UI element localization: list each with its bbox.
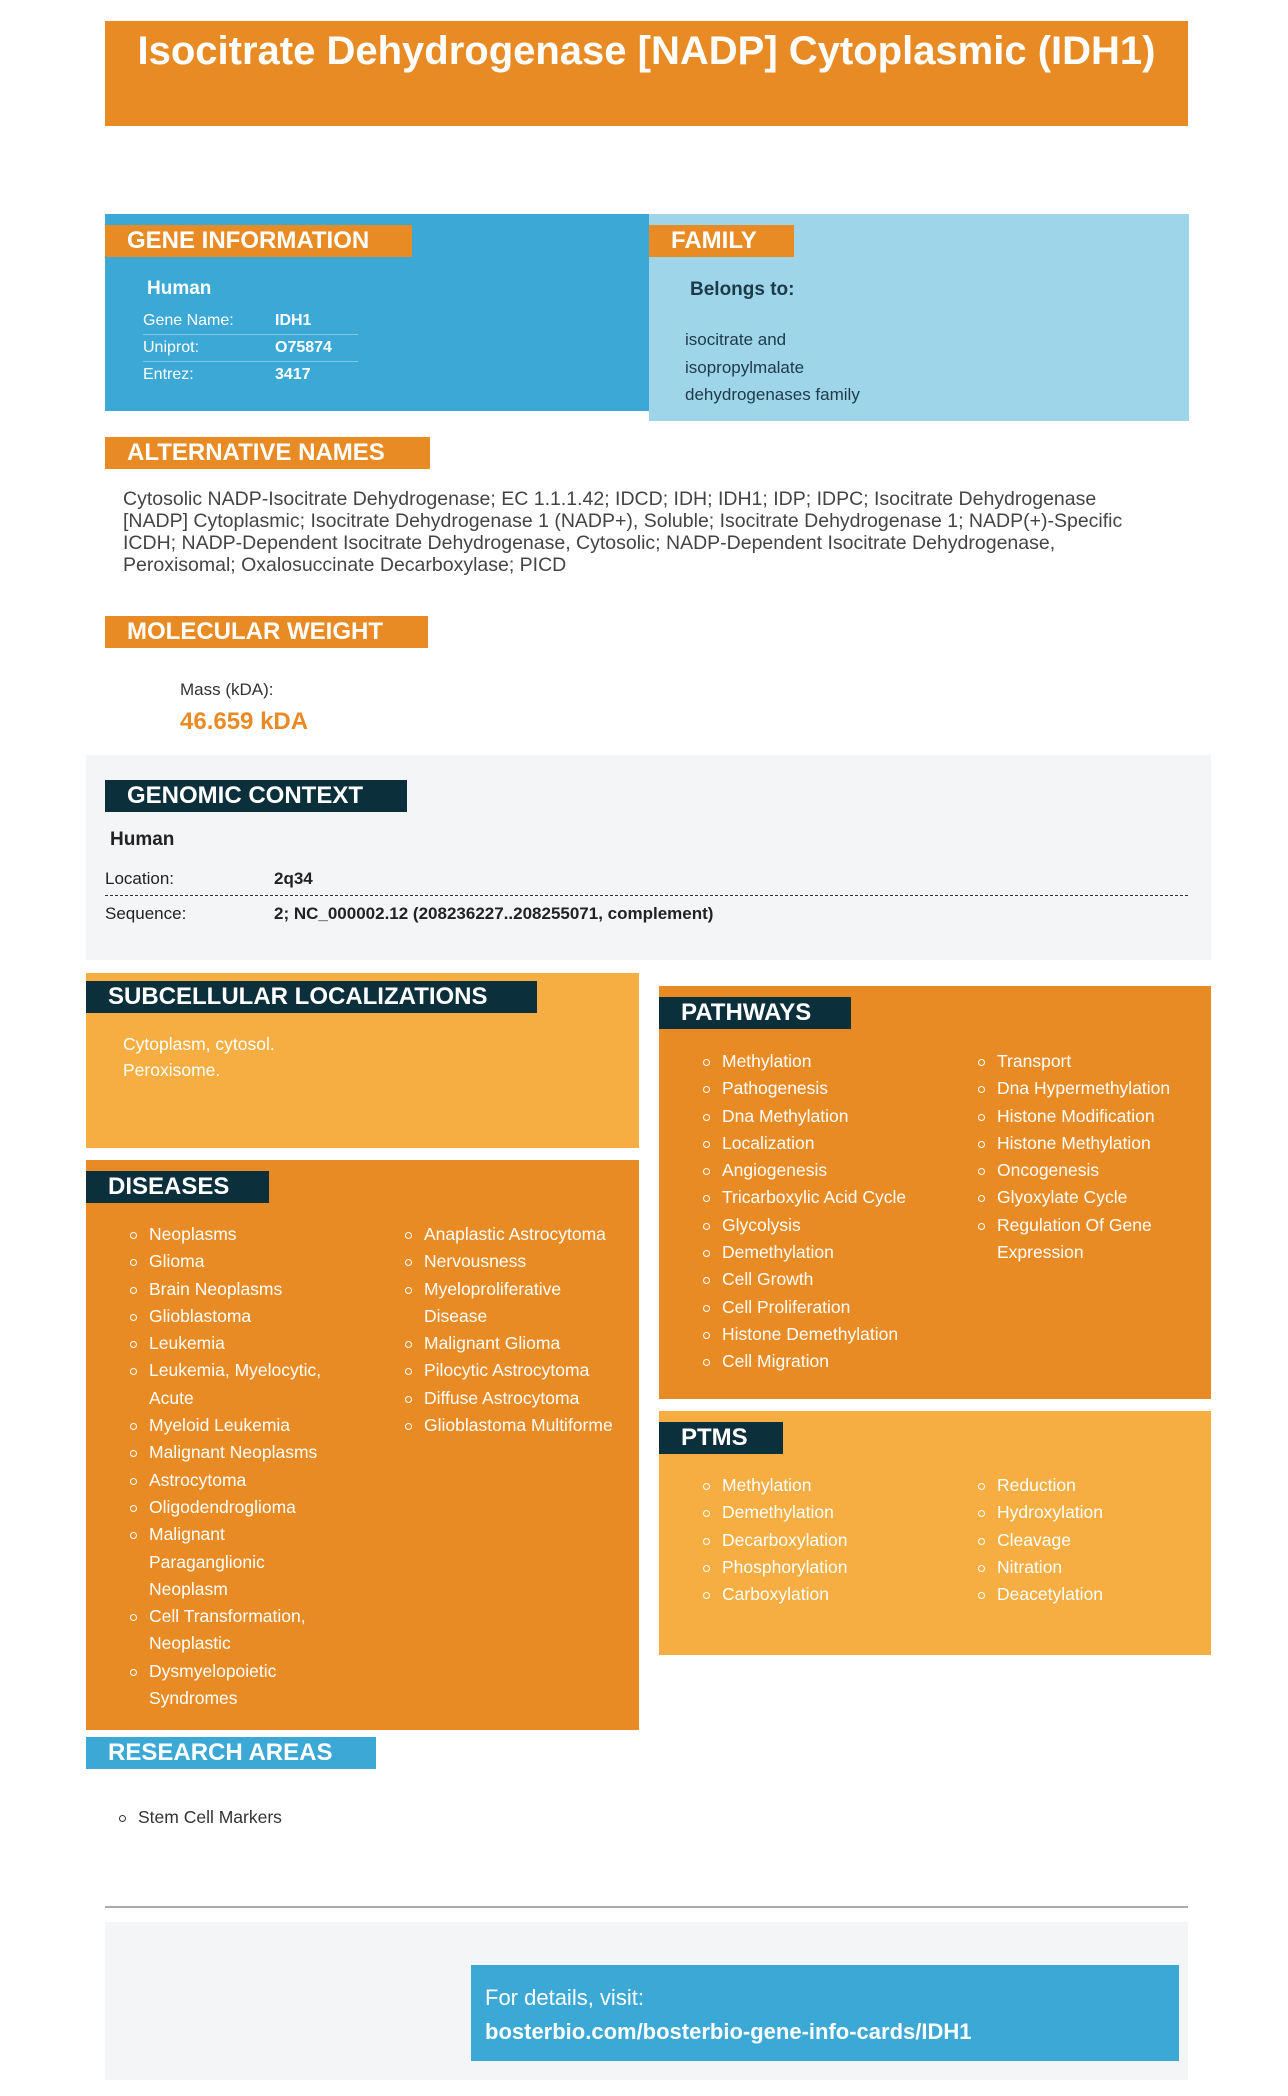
details-url-link[interactable]: bosterbio.com/bosterbio-gene-info-cards/IDH1	[485, 2019, 972, 2044]
list-item: Oligodendroglioma	[129, 1494, 339, 1521]
subcellular-item: Peroxisome.	[123, 1060, 221, 1080]
divider	[105, 1906, 1188, 1908]
location-label: Location:	[105, 869, 174, 888]
list-item: Localization	[702, 1130, 962, 1157]
list-item: Dna Methylation	[702, 1103, 962, 1130]
family-subheading: Belongs to:	[690, 279, 795, 300]
list-item: Nervousness	[404, 1248, 634, 1275]
subcellular-list	[123, 1031, 275, 1083]
genomic-species: Human	[110, 829, 175, 850]
list-item: Malignant Glioma	[404, 1330, 634, 1357]
diseases-list-col2	[404, 1221, 634, 1439]
list-item: Decarboxylation	[702, 1527, 962, 1554]
family-line: isopropylmalate	[685, 357, 805, 377]
list-item: Cell Transformation, Neoplastic	[129, 1603, 339, 1658]
list-item: Brain Neoplasms	[129, 1276, 339, 1303]
list-item: Pilocytic Astrocytoma	[404, 1357, 634, 1384]
family-description	[685, 326, 860, 409]
location-row	[105, 861, 1188, 896]
list-item: Stem Cell Markers	[118, 1804, 518, 1831]
location-value: 2q34	[274, 869, 313, 888]
diseases-list-col1	[129, 1221, 339, 1712]
page-title: Isocitrate Dehydrogenase [NADP] Cytoplasmic (IDH1)	[105, 21, 1188, 126]
list-item: Hydroxylation	[977, 1499, 1202, 1526]
family-line: isocitrate and	[685, 330, 787, 349]
list-item: Neoplasms	[129, 1221, 339, 1248]
list-item: Phosphorylation	[702, 1554, 962, 1581]
list-item: Glyoxylate Cycle	[977, 1184, 1202, 1211]
gene-species: Human	[147, 278, 212, 299]
mass-value: 46.659 kDA	[180, 708, 309, 735]
pathways-list-col1	[702, 1048, 962, 1376]
gene-name-label: Gene Name:	[143, 312, 234, 329]
list-item: Histone Demethylation	[702, 1321, 962, 1348]
list-item: Myeloproliferative Disease	[404, 1276, 584, 1331]
gene-information-heading: GENE INFORMATION	[105, 225, 412, 257]
diseases-heading: DISEASES	[86, 1171, 269, 1203]
gene-name-value: IDH1	[275, 312, 312, 329]
ptms-list-col1	[702, 1472, 962, 1608]
list-item: Astrocytoma	[129, 1467, 339, 1494]
list-item: Anaplastic Astrocytoma	[404, 1221, 634, 1248]
molecular-weight-heading: MOLECULAR WEIGHT	[105, 616, 428, 648]
ptms-panel	[659, 1411, 1211, 1655]
uniprot-label: Uniprot:	[143, 339, 200, 356]
list-item: Malignant Neoplasms	[129, 1439, 339, 1466]
entrez-value: 3417	[275, 366, 311, 383]
gene-name-row	[143, 308, 358, 335]
details-link-box[interactable]	[471, 1965, 1179, 2061]
list-item: Pathogenesis	[702, 1075, 962, 1102]
sequence-label: Sequence:	[105, 904, 187, 923]
ptms-heading: PTMS	[659, 1422, 783, 1454]
uniprot-value: O75874	[275, 339, 332, 356]
research-areas-heading: RESEARCH AREAS	[86, 1737, 376, 1769]
list-item: Cell Proliferation	[702, 1294, 962, 1321]
list-item: Malignant Paraganglionic Neoplasm	[129, 1521, 279, 1603]
list-item: Glioblastoma Multiforme	[404, 1412, 634, 1439]
list-item: Reduction	[977, 1472, 1202, 1499]
family-line: dehydrogenases family	[685, 385, 860, 404]
family-panel	[649, 214, 1189, 421]
list-item: Histone Modification	[977, 1103, 1202, 1130]
list-item: Dysmyelopoietic Syndromes	[129, 1658, 299, 1713]
list-item: Cleavage	[977, 1527, 1202, 1554]
gene-information-panel	[105, 214, 649, 411]
subcellular-panel	[86, 973, 639, 1148]
list-item: Leukemia, Myelocytic, Acute	[129, 1357, 339, 1412]
list-item: Angiogenesis	[702, 1157, 962, 1184]
list-item: Oncogenesis	[977, 1157, 1202, 1184]
diseases-panel	[86, 1160, 639, 1730]
list-item: Carboxylation	[702, 1581, 962, 1608]
list-item: Methylation	[702, 1048, 962, 1075]
list-item: Regulation Of Gene Expression	[977, 1212, 1167, 1267]
list-item: Demethylation	[702, 1499, 962, 1526]
details-label: For details, visit:	[485, 1985, 644, 2010]
genomic-context-heading: GENOMIC CONTEXT	[105, 780, 407, 812]
entrez-label: Entrez:	[143, 366, 194, 383]
list-item: Deacetylation	[977, 1581, 1202, 1608]
mass-label: Mass (kDA):	[180, 680, 274, 699]
list-item: Glioma	[129, 1248, 339, 1275]
alternative-names-heading: ALTERNATIVE NAMES	[105, 437, 430, 469]
subcellular-heading: SUBCELLULAR LOCALIZATIONS	[86, 981, 537, 1013]
list-item: Glioblastoma	[129, 1303, 339, 1330]
pathways-panel	[659, 986, 1211, 1399]
list-item: Glycolysis	[702, 1212, 962, 1239]
list-item: Histone Methylation	[977, 1130, 1202, 1157]
sequence-value: 2; NC_000002.12 (208236227..208255071, complement)	[274, 904, 714, 923]
list-item: Cell Growth	[702, 1266, 962, 1293]
research-areas-list	[118, 1804, 518, 1831]
list-item: Diffuse Astrocytoma	[404, 1385, 634, 1412]
alternative-names-text: Cytosolic NADP-Isocitrate Dehydrogenase; EC 1.1.1.42; IDCD; IDH; IDH1; IDP; IDPC; Isocitrate Dehydrogenase [NADP] Cytoplasmic; Isocitrate Dehydrogenase 1 (NADP+), Soluble; Isocitrate Dehydrogenase 1; NADP(+)-Specific ICDH; NADP-Dependent Isocitrate Dehydrogenase, Cytosolic; NADP-Dependent Isocitrate Dehydrogenase, Peroxisomal; Oxalosuccinate Decarboxylase; PICD	[123, 488, 1123, 576]
pathways-list-col2	[977, 1048, 1202, 1266]
pathways-heading: PATHWAYS	[659, 997, 851, 1029]
list-item: Tricarboxylic Acid Cycle	[702, 1184, 962, 1211]
list-item: Leukemia	[129, 1330, 339, 1357]
family-heading: FAMILY	[649, 225, 794, 257]
ptms-list-col2	[977, 1472, 1202, 1608]
list-item: Nitration	[977, 1554, 1202, 1581]
entrez-row	[143, 362, 358, 389]
list-item: Transport	[977, 1048, 1202, 1075]
list-item: Myeloid Leukemia	[129, 1412, 339, 1439]
list-item: Cell Migration	[702, 1348, 962, 1375]
list-item: Demethylation	[702, 1239, 962, 1266]
sequence-row	[105, 896, 1188, 931]
subcellular-item: Cytoplasm, cytosol.	[123, 1034, 275, 1054]
list-item: Dna Hypermethylation	[977, 1075, 1202, 1102]
uniprot-row	[143, 335, 358, 362]
list-item: Methylation	[702, 1472, 962, 1499]
